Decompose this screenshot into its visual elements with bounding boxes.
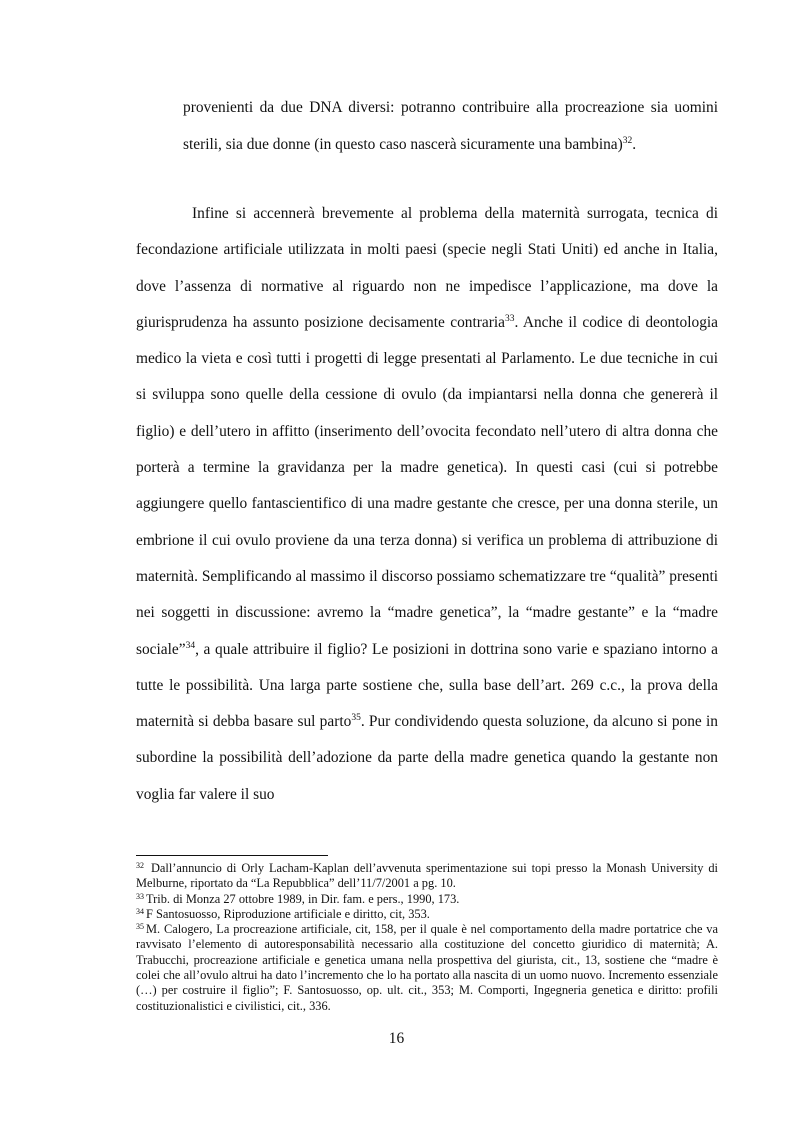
page-number: 16 [388, 1030, 405, 1047]
footnote-number: 33 [136, 891, 144, 901]
body-paragraph [136, 196, 718, 813]
footnote-text: F Santosuosso, Riproduzione artificiale e diritto, cit, 353. [146, 906, 430, 921]
footnote-ref-33[interactable]: 33 [504, 313, 515, 324]
quote-text: provenienti da due DNA diversi: potranno contribuire alla procreazione sia uomini sterili, sia due donne (in questo caso nascerà sicuramente una bambina) [183, 99, 718, 153]
footnote-text: Trib. di Monza 27 ottobre 1989, in Dir. fam. e pers., 1990, 173. [146, 891, 460, 906]
quoted-passage [183, 90, 718, 163]
body-text-4: . Pur condividendo questa soluzione, da alcuno si pone in subordine la possibilità dell’adozione da parte della madre genetica quando la gestante non voglia far valere il suo [136, 713, 718, 803]
footnote-ref-35[interactable]: 35 [351, 713, 361, 724]
body-text-2: . Anche il codice di deontologia medico la vieta e così tutti i progetti di legge presentati al Parlamento. Le due tecniche in cui si sviluppa sono quelle della cessione di ovulo (da impiantarsi nella donna che genererà il figlio) e dell’utero in affitto (inserimento dell’ovocita fecondato nell’utero di altra donna che porterà a termine la gravidanza per la madre genetica). In questi casi (cui si potrebbe aggiungere quello fantascientifico di una madre gestante che cresce, per una donna sterile, un embrione il cui ovulo proviene da una terza donna) si verifica un problema di attribuzione di maternità. Semplificando al massimo il discorso possiamo schematizzare tre “qualità” presenti nei soggetti in discussione: avremo la “madre genetica”, la “madre gestante” e la “madre sociale” [136, 313, 718, 658]
footnote-text: Dall’annuncio di Orly Lacham-Kaplan dell’avvenuta sperimentazione sui topi presso la Monash University di Melburne, riportato da “La Repubblica” dell’11/7/2001 a pg. 10. [136, 861, 718, 891]
footnote-separator [136, 855, 328, 856]
footnote-34 [136, 907, 718, 922]
footnote-ref-32[interactable]: 32 [622, 135, 633, 146]
footnote-32 [136, 861, 718, 892]
footnote-ref-34[interactable]: 34 [185, 640, 196, 651]
footnote-33 [136, 892, 718, 907]
footnote-text: M. Calogero, La procreazione artificiale, cit, 158, per il quale è nel comportamento della madre portatrice che va ravvisato l’elemento di autoresponsabilità necessario alla costituzione del concetto giuridico di maternità; A. Trabucchi, procreazione artificiale e genetica umana nella prospettiva del giurista, cit., 13, sostiene che “madre è colei che all’ovulo altrui ha dato l’incremento che lo ha portato alla nascita di un uomo nuovo. Incremento essenziale (…) per costruire il figlio”; F. Santosuosso, op. ult. cit., 353; M. Comporti, Ingegneria genetica e diritto: profili costituzionalistici e civilistici, cit., 336. [136, 922, 718, 1013]
footnote-number: 32 [136, 861, 144, 870]
body-text-1: Infine si accennerà brevemente al problema della maternità surrogata, tecnica di fecondazione artificiale utilizzata in molti paesi (specie negli Stati Uniti) ed anche in Italia, dove l’assenza di normative al riguardo non ne impedisce l’applicazione, ma dove la giurisprudenza ha assunto posizione decisamente contraria [136, 205, 718, 331]
quote-end: . [632, 135, 637, 153]
footnote-number: 34 [136, 906, 144, 916]
footnote-35 [136, 922, 718, 1014]
footnote-number: 35 [136, 922, 144, 932]
footnotes [136, 861, 718, 1014]
body-text-3: , a quale attribuire il figlio? Le posizioni in dottrina sono varie e spaziano intorno a tutte le possibilità. Una larga parte sostiene che, sulla base dell’art. 269 c.c., la prova della maternità si debba basare sul parto [136, 640, 718, 731]
